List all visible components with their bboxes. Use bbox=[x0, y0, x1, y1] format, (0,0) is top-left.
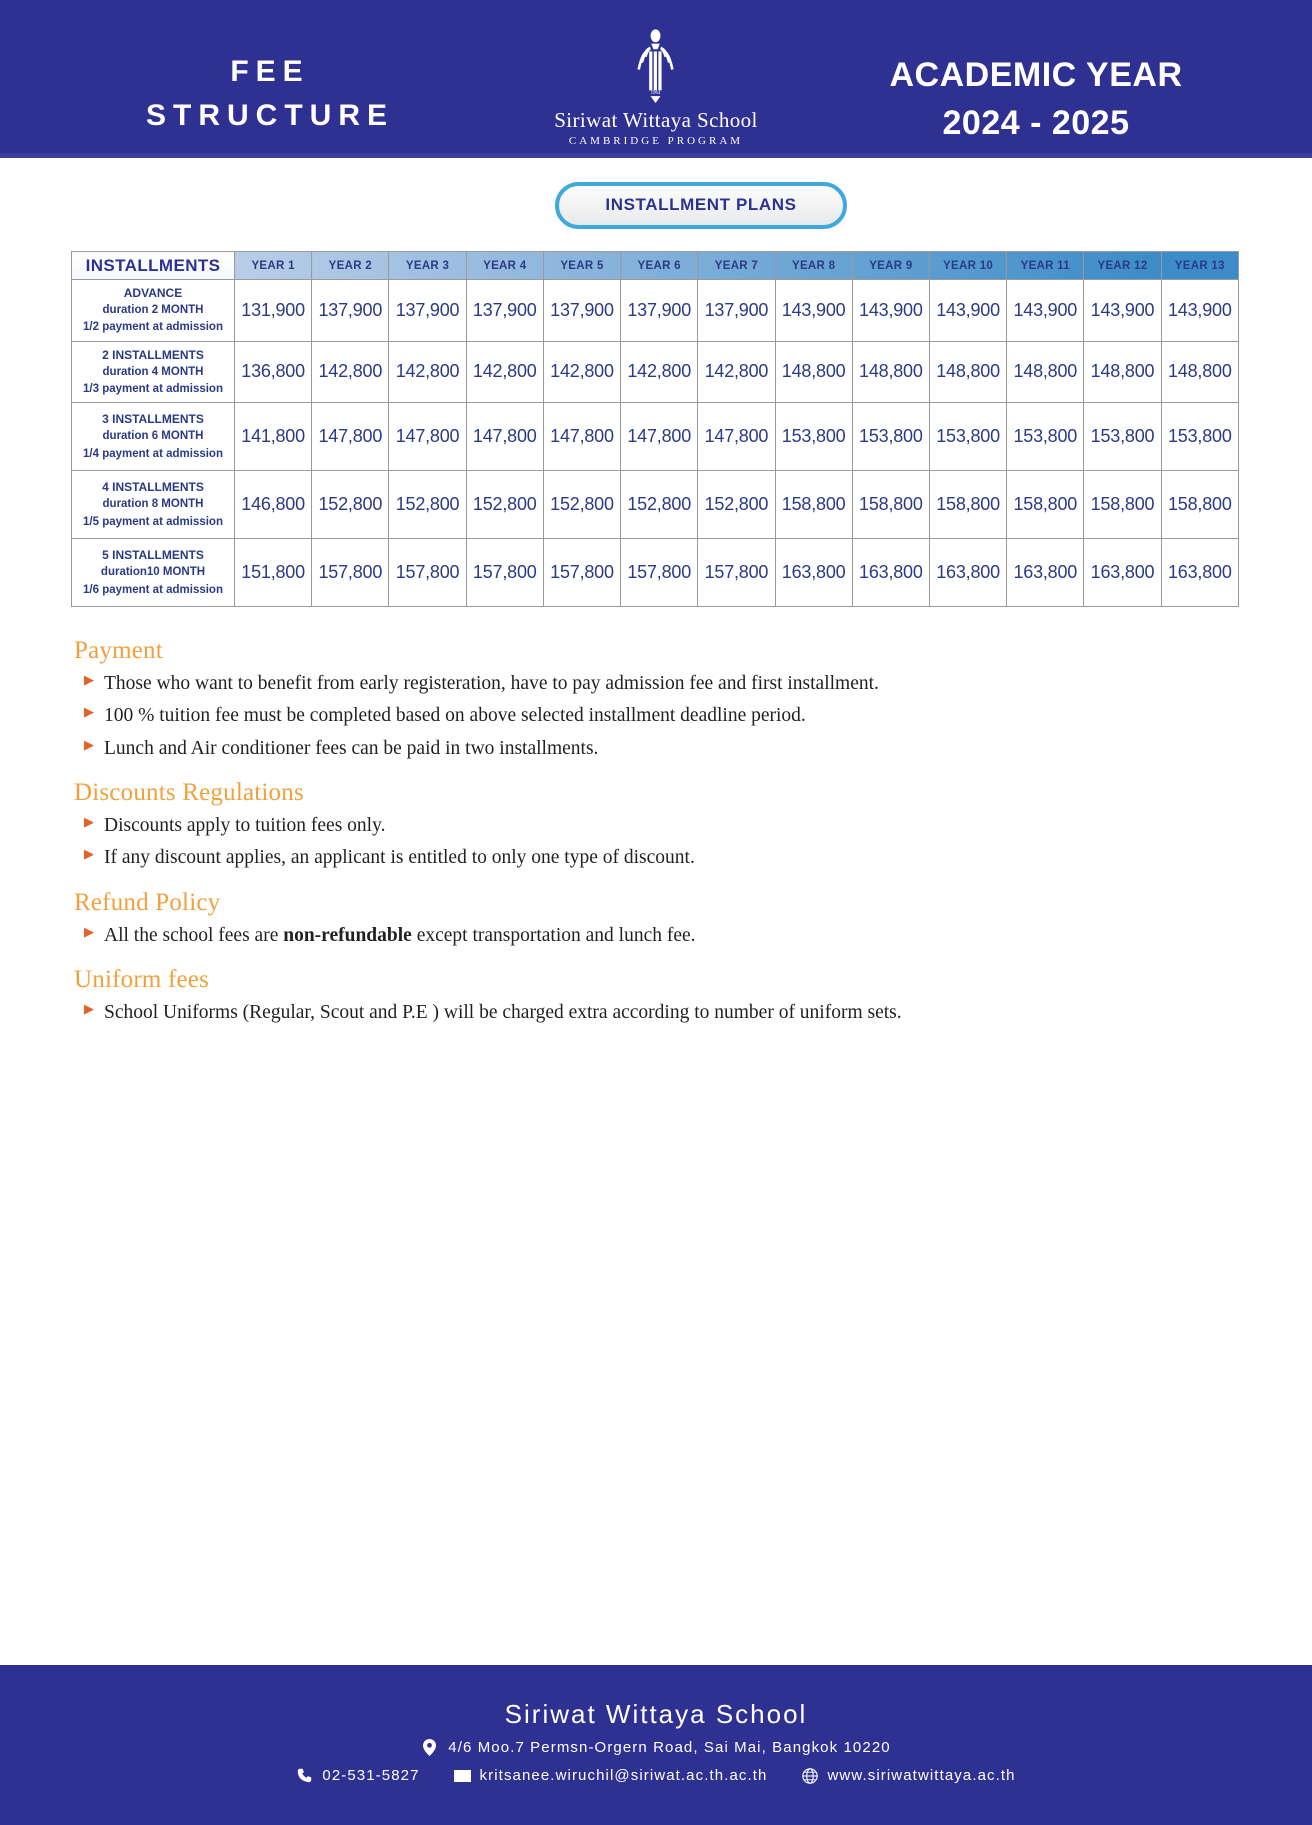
triangle-bullet-icon: ▶ bbox=[84, 1000, 94, 1016]
fee-amount-cell: 157,800 bbox=[621, 539, 698, 607]
fee-amount-cell: 148,800 bbox=[1161, 341, 1238, 403]
installment-plan-payment: 1/3 payment at admission bbox=[83, 382, 223, 395]
installment-plan-label bbox=[72, 403, 235, 471]
fee-amount-cell: 158,800 bbox=[1161, 471, 1238, 539]
fee-amount-cell: 148,800 bbox=[1007, 341, 1084, 403]
header-year-6: YEAR 6 bbox=[621, 252, 698, 280]
installment-plan-title: ADVANCE bbox=[123, 286, 183, 300]
location-pin-icon bbox=[421, 1739, 438, 1756]
header-year-12: YEAR 12 bbox=[1084, 252, 1161, 280]
installment-plan-title: 4 INSTALLMENTS bbox=[102, 480, 204, 495]
header-installments: INSTALLMENTS bbox=[72, 252, 235, 280]
installment-plan-title: 2 INSTALLMENTS bbox=[102, 347, 204, 362]
footer-phone: 02-531-5827 bbox=[322, 1767, 420, 1784]
school-logo-name: Siriwat Wittaya School bbox=[554, 108, 758, 132]
note-heading: Payment bbox=[74, 637, 163, 664]
fee-amount-cell: 158,800 bbox=[775, 471, 852, 539]
page-header bbox=[0, 0, 1312, 158]
installment-plan-title: 3 INSTALLMENTS bbox=[102, 412, 204, 427]
fee-amount-cell: 147,800 bbox=[543, 403, 620, 471]
envelope-icon bbox=[454, 1767, 471, 1784]
installment-plan-label bbox=[72, 471, 235, 539]
fee-structure-table bbox=[71, 251, 1239, 607]
note-heading: Refund Policy bbox=[74, 888, 221, 916]
fee-amount-cell: 153,800 bbox=[1161, 403, 1238, 471]
fee-amount-cell: 143,900 bbox=[929, 280, 1006, 342]
note-item-text: If any discount applies, an applicant is entitled to only one type of discount. bbox=[104, 847, 695, 869]
note-item-text: Those who want to benefit from early registeration, have to pay admission fee and first installment. bbox=[104, 673, 879, 694]
table-row bbox=[72, 341, 1239, 403]
fee-amount-cell: 146,800 bbox=[235, 471, 312, 539]
fee-amount-cell: 143,900 bbox=[775, 280, 852, 342]
school-crest-icon bbox=[613, 28, 698, 106]
installment-plan-label bbox=[72, 280, 235, 342]
note-item bbox=[84, 703, 1174, 729]
footer-website: www.siriwatwittaya.ac.th bbox=[827, 1767, 1016, 1784]
header-year-3: YEAR 3 bbox=[389, 252, 466, 280]
fee-amount-cell: 157,800 bbox=[698, 539, 775, 607]
fee-amount-cell: 157,800 bbox=[312, 539, 389, 607]
installment-plans-label: INSTALLMENT PLANS bbox=[555, 182, 846, 229]
fee-amount-cell: 142,800 bbox=[389, 341, 466, 403]
header-year-4: YEAR 4 bbox=[466, 252, 543, 280]
note-item bbox=[84, 736, 1174, 762]
installment-plan-duration: duration 2 MONTH bbox=[102, 304, 204, 316]
fee-amount-cell: 163,800 bbox=[852, 539, 929, 607]
fee-amount-cell: 151,800 bbox=[235, 539, 312, 607]
fee-table-body bbox=[72, 280, 1239, 607]
note-item-text: 100 % tuition fee must be completed based on above selected installment deadline period. bbox=[104, 705, 806, 727]
fee-amount-cell: 163,800 bbox=[1007, 539, 1084, 607]
header-year-7: YEAR 7 bbox=[698, 252, 775, 280]
fee-amount-cell: 152,800 bbox=[621, 471, 698, 539]
note-item-text: Discounts apply to tuition fees only. bbox=[104, 814, 386, 836]
fee-amount-cell: 143,900 bbox=[852, 280, 929, 342]
note-heading: Uniform fees bbox=[74, 965, 209, 993]
page-title-line-2: STRUCTURE bbox=[146, 98, 394, 132]
fee-amount-cell: 152,800 bbox=[466, 471, 543, 539]
note-text-emphasis: non-refundable bbox=[283, 924, 412, 946]
fee-amount-cell: 153,800 bbox=[1084, 403, 1161, 471]
page-title-line-1: FEE bbox=[230, 55, 310, 88]
fee-amount-cell: 148,800 bbox=[1084, 341, 1161, 403]
header-year-5: YEAR 5 bbox=[543, 252, 620, 280]
note-item-text: School Uniforms (Regular, Scout and P.E ) will be charged extra according to number of uniform sets. bbox=[104, 1001, 902, 1023]
triangle-bullet-icon: ▶ bbox=[84, 672, 94, 687]
fee-amount-cell: 142,800 bbox=[543, 341, 620, 403]
footer-address: 4/6 Moo.7 Permsn-Orgern Road, Sai Mai, Bangkok 10220 bbox=[448, 1739, 891, 1756]
fee-amount-cell: 153,800 bbox=[1007, 403, 1084, 471]
phone-icon bbox=[296, 1767, 313, 1784]
installment-plan-duration: duration10 MONTH bbox=[100, 566, 206, 579]
fee-amount-cell: 142,800 bbox=[698, 341, 775, 403]
fee-amount-cell: 158,800 bbox=[929, 471, 1006, 539]
fee-amount-cell: 142,800 bbox=[466, 341, 543, 403]
note-item-text bbox=[104, 923, 696, 949]
fee-amount-cell: 152,800 bbox=[543, 471, 620, 539]
page-footer bbox=[0, 1665, 1312, 1825]
fee-amount-cell: 148,800 bbox=[929, 341, 1006, 403]
fee-amount-cell: 163,800 bbox=[1161, 539, 1238, 607]
fee-amount-cell: 153,800 bbox=[775, 403, 852, 471]
fee-amount-cell: 163,800 bbox=[929, 539, 1006, 607]
note-item bbox=[84, 813, 1174, 839]
table-row bbox=[72, 471, 1239, 539]
fee-amount-cell: 157,800 bbox=[543, 539, 620, 607]
fee-amount-cell: 131,900 bbox=[235, 280, 312, 342]
installment-plan-payment: 1/4 payment at admission bbox=[83, 447, 223, 460]
fee-amount-cell: 148,800 bbox=[775, 341, 852, 403]
header-year-13: YEAR 13 bbox=[1161, 252, 1238, 280]
note-item-text: Lunch and Air conditioner fees can be paid in two installments. bbox=[104, 737, 599, 759]
footer-phone-group[interactable] bbox=[296, 1767, 419, 1784]
header-year-1: YEAR 1 bbox=[235, 252, 312, 280]
school-logo bbox=[526, 28, 786, 147]
note-item bbox=[84, 1000, 1174, 1026]
footer-email-group[interactable] bbox=[454, 1767, 768, 1784]
globe-icon bbox=[802, 1767, 819, 1784]
installment-plan-title: 5 INSTALLMENTS bbox=[102, 548, 204, 563]
fee-amount-cell: 147,800 bbox=[621, 403, 698, 471]
note-item bbox=[84, 923, 1174, 949]
fee-amount-cell: 157,800 bbox=[389, 539, 466, 607]
note-text-post: except transportation and lunch fee. bbox=[411, 924, 696, 946]
academic-year bbox=[826, 52, 1246, 147]
footer-email: kritsanee.wiruchil@siriwat.ac.th.ac.th bbox=[479, 1767, 768, 1784]
installment-plan-duration: duration 4 MONTH bbox=[102, 365, 204, 378]
installment-plan-label bbox=[72, 539, 235, 607]
fee-amount-cell: 153,800 bbox=[852, 403, 929, 471]
triangle-bullet-icon: ▶ bbox=[84, 736, 94, 752]
installment-plans-banner bbox=[0, 182, 1312, 229]
header-year-9: YEAR 9 bbox=[852, 252, 929, 280]
fee-amount-cell: 137,900 bbox=[389, 280, 466, 342]
fee-amount-cell: 137,900 bbox=[312, 280, 389, 342]
fee-amount-cell: 147,800 bbox=[698, 403, 775, 471]
triangle-bullet-icon: ▶ bbox=[84, 813, 94, 829]
fee-amount-cell: 137,900 bbox=[621, 280, 698, 342]
header-year-10: YEAR 10 bbox=[929, 252, 1006, 280]
fee-amount-cell: 163,800 bbox=[775, 539, 852, 607]
fee-amount-cell: 147,800 bbox=[466, 403, 543, 471]
fee-amount-cell: 141,800 bbox=[235, 403, 312, 471]
notes-section bbox=[74, 637, 1174, 1026]
footer-school-name: Siriwat Wittaya School bbox=[504, 1699, 808, 1729]
fee-amount-cell: 142,800 bbox=[312, 341, 389, 403]
academic-year-label: ACADEMIC YEAR bbox=[889, 56, 1183, 94]
fee-amount-cell: 137,900 bbox=[543, 280, 620, 342]
page-title bbox=[60, 50, 480, 137]
fee-amount-cell: 147,800 bbox=[312, 403, 389, 471]
fee-table-head bbox=[72, 252, 1239, 280]
academic-year-value: 2024 - 2025 bbox=[942, 103, 1130, 142]
header-year-11: YEAR 11 bbox=[1007, 252, 1084, 280]
triangle-bullet-icon: ▶ bbox=[84, 704, 94, 720]
fee-amount-cell: 158,800 bbox=[852, 471, 929, 539]
fee-amount-cell: 143,900 bbox=[1084, 280, 1161, 342]
fee-amount-cell: 163,800 bbox=[1084, 539, 1161, 607]
installment-plan-duration: duration 6 MONTH bbox=[102, 430, 204, 443]
fee-amount-cell: 143,900 bbox=[1161, 280, 1238, 342]
header-divider bbox=[0, 153, 1312, 158]
fee-amount-cell: 142,800 bbox=[621, 341, 698, 403]
fee-amount-cell: 143,900 bbox=[1007, 280, 1084, 342]
header-year-2: YEAR 2 bbox=[312, 252, 389, 280]
fee-amount-cell: 137,900 bbox=[698, 280, 775, 342]
note-item bbox=[84, 671, 1174, 697]
fee-amount-cell: 152,800 bbox=[389, 471, 466, 539]
fee-amount-cell: 152,800 bbox=[698, 471, 775, 539]
fee-table-header-row bbox=[72, 252, 1239, 280]
fee-amount-cell: 152,800 bbox=[312, 471, 389, 539]
triangle-bullet-icon: ▶ bbox=[84, 846, 94, 862]
installment-plan-payment: 1/6 payment at admission bbox=[83, 583, 223, 596]
table-row bbox=[72, 539, 1239, 607]
fee-amount-cell: 153,800 bbox=[929, 403, 1006, 471]
fee-table-container bbox=[66, 251, 1246, 607]
triangle-bullet-icon: ▶ bbox=[84, 923, 94, 939]
header-year-8: YEAR 8 bbox=[775, 252, 852, 280]
installment-plan-label bbox=[72, 341, 235, 403]
fee-amount-cell: 137,900 bbox=[466, 280, 543, 342]
fee-amount-cell: 136,800 bbox=[235, 341, 312, 403]
fee-amount-cell: 158,800 bbox=[1007, 471, 1084, 539]
fee-amount-cell: 158,800 bbox=[1084, 471, 1161, 539]
school-logo-subtitle: CAMBRIDGE PROGRAM bbox=[568, 135, 744, 147]
note-text-pre: All the school fees are bbox=[104, 924, 284, 946]
fee-amount-cell: 157,800 bbox=[466, 539, 543, 607]
table-row bbox=[72, 403, 1239, 471]
fee-amount-cell: 147,800 bbox=[389, 403, 466, 471]
installment-plan-payment: 1/5 payment at admission bbox=[83, 515, 223, 528]
footer-contact-line bbox=[0, 1767, 1312, 1784]
fee-amount-cell: 148,800 bbox=[852, 341, 929, 403]
footer-address-line bbox=[0, 1739, 1312, 1756]
note-item bbox=[84, 845, 1174, 871]
installment-plan-duration: duration 8 MONTH bbox=[102, 498, 204, 511]
footer-website-group[interactable] bbox=[802, 1767, 1016, 1784]
svg-text:1964: 1964 bbox=[651, 90, 661, 96]
note-heading: Discounts Regulations bbox=[74, 778, 304, 806]
installment-plan-payment: 1/2 payment at admission bbox=[83, 321, 223, 334]
table-row bbox=[72, 280, 1239, 342]
